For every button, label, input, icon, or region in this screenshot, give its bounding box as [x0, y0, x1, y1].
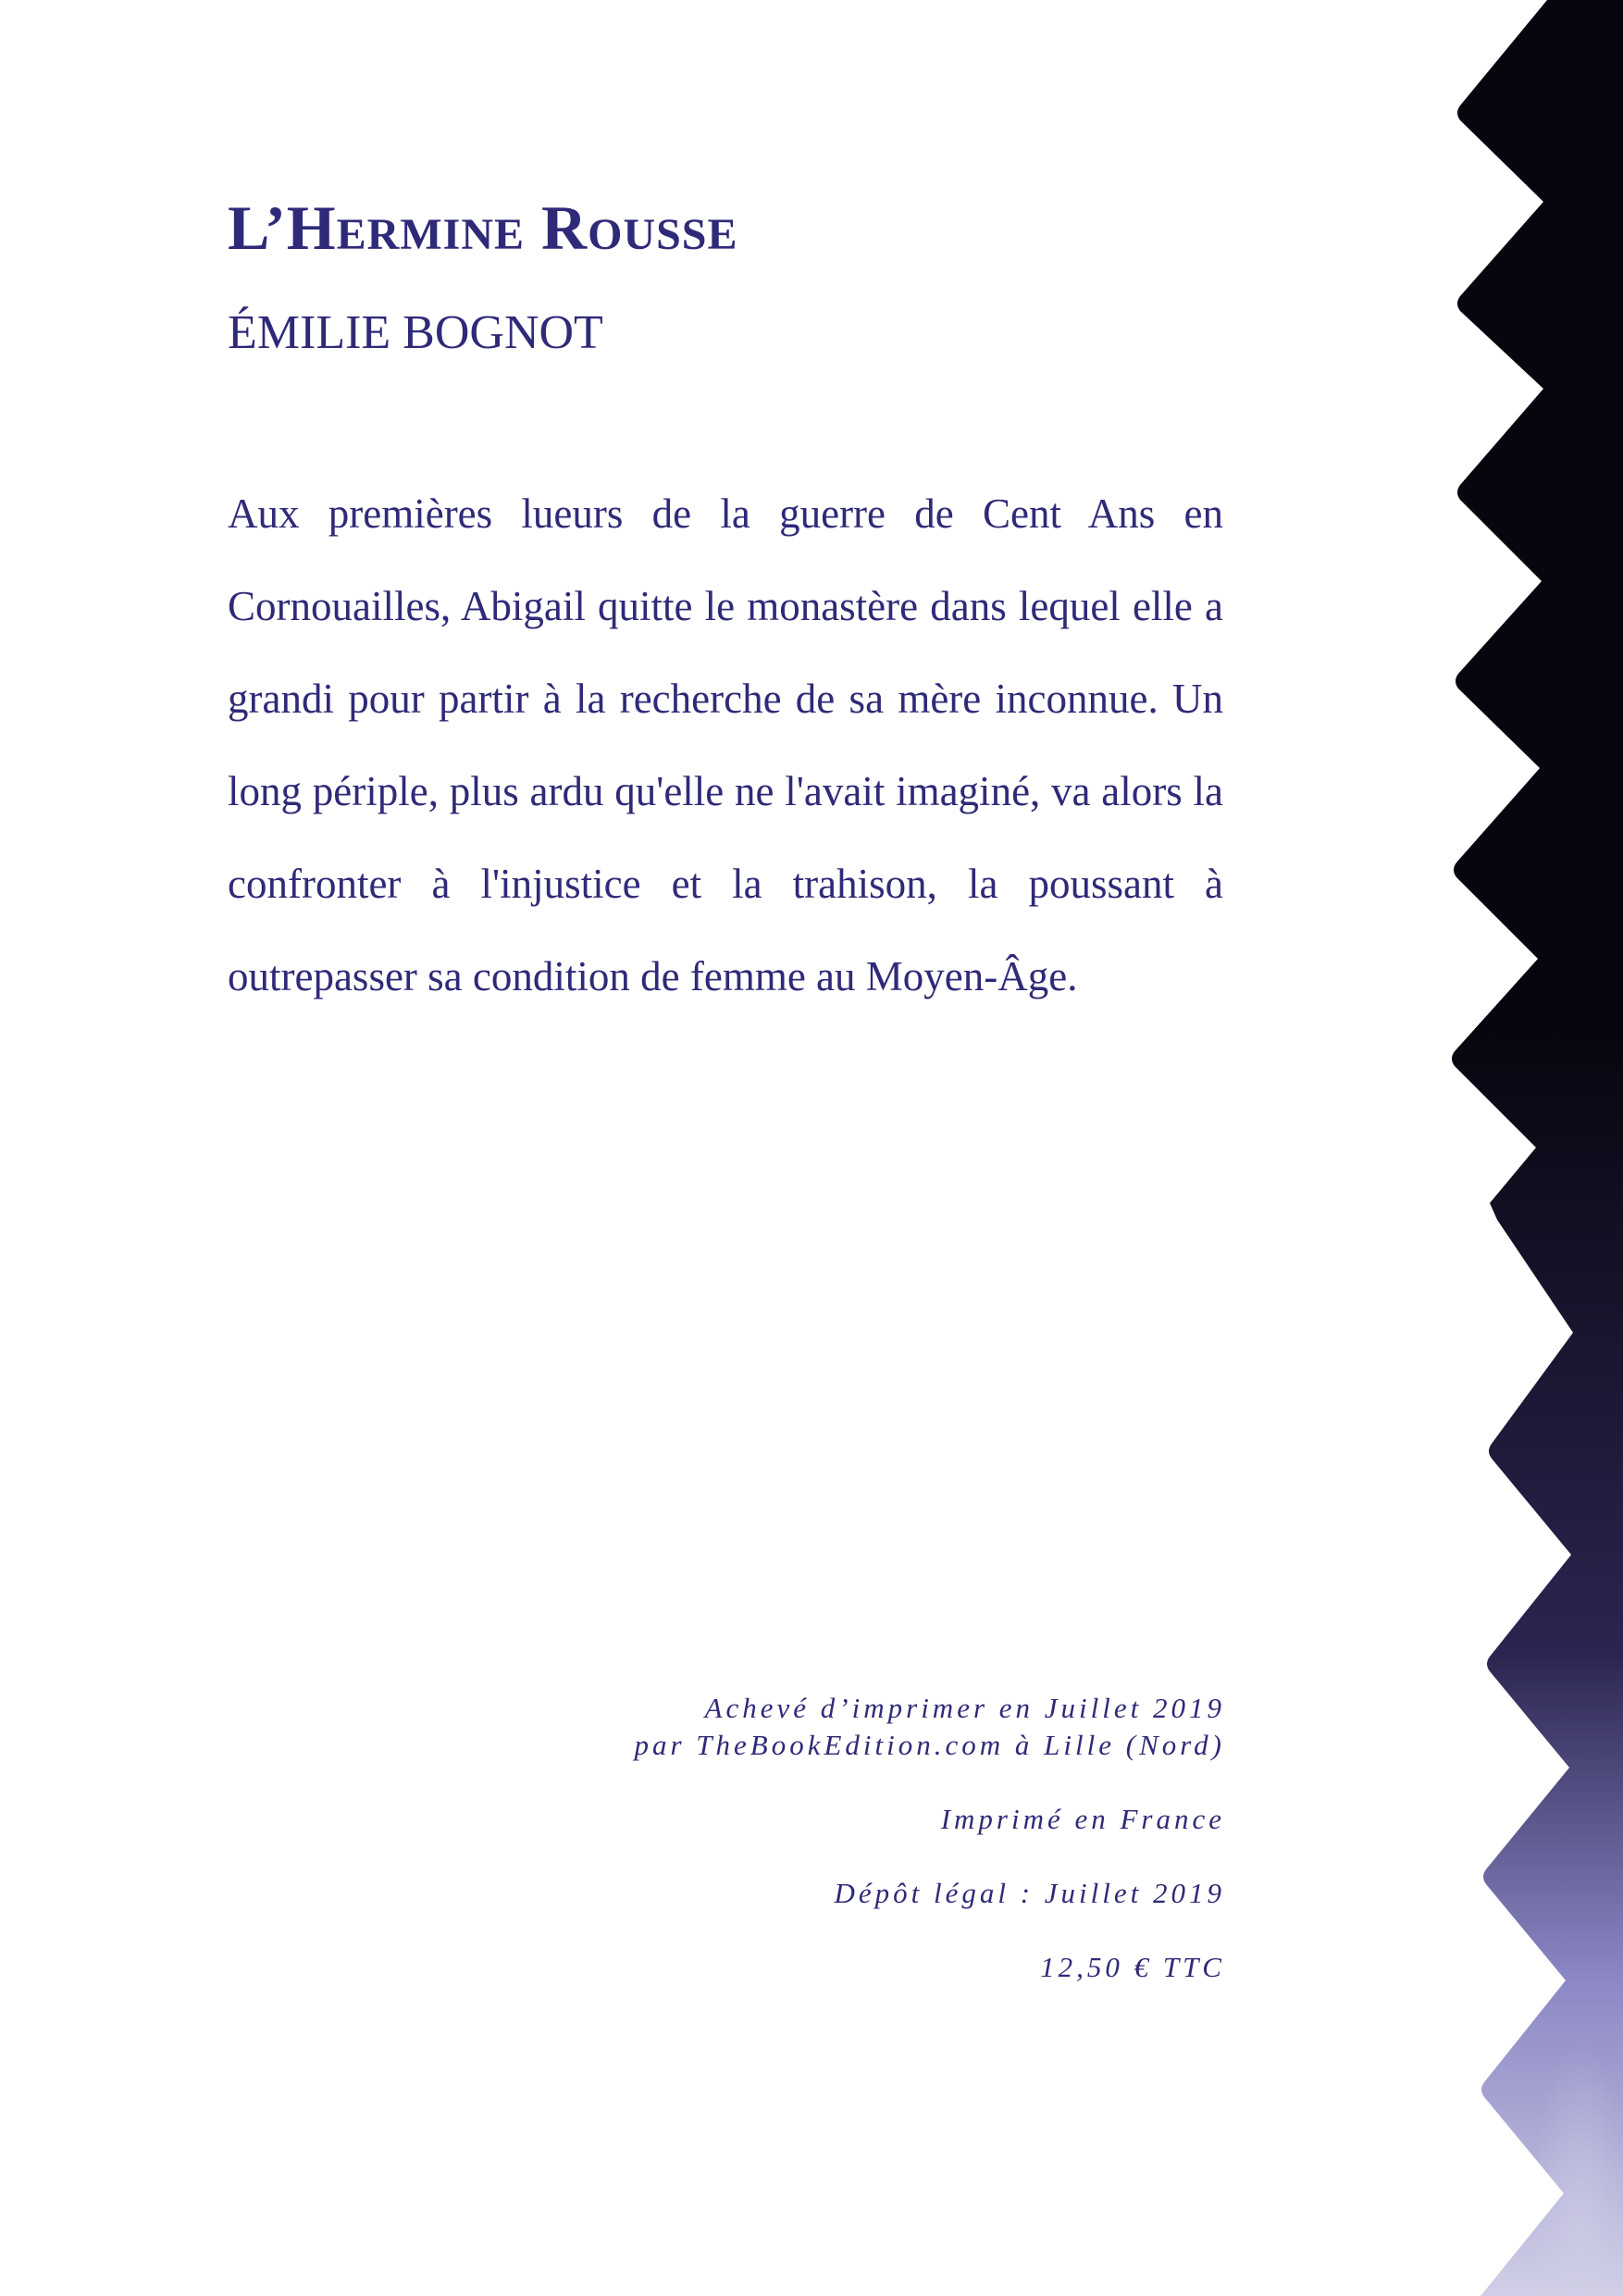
printing-date: Achevé d’imprimer en Juillet 2019 [704, 1692, 1225, 1724]
printer-name: par TheBookEdition.com à Lille (Nord) [634, 1729, 1225, 1761]
book-summary: Aux premières lueurs de la guerre de Cent Ans en Cornouailles, Abigail quitte le monastère dans lequel elle a grandi pour partir à la recherche de sa mère inconnue. Un long périple, plus ardu qu'elle ne l'avait imaginé, va alors la confronter à l'injustice et la trahison, la poussant à outrepasser sa condition de femme au Moyen-Âge. [228, 490, 1223, 999]
book-author: ÉMILIE BOGNOT [228, 306, 603, 359]
price: 12,50 € TTC [1040, 1951, 1225, 1983]
legal-deposit: Dépôt légal : Juillet 2019 [834, 1877, 1225, 1909]
printed-in: Imprimé en France [940, 1803, 1225, 1835]
book-title: L’Hermine Rousse [228, 192, 738, 263]
